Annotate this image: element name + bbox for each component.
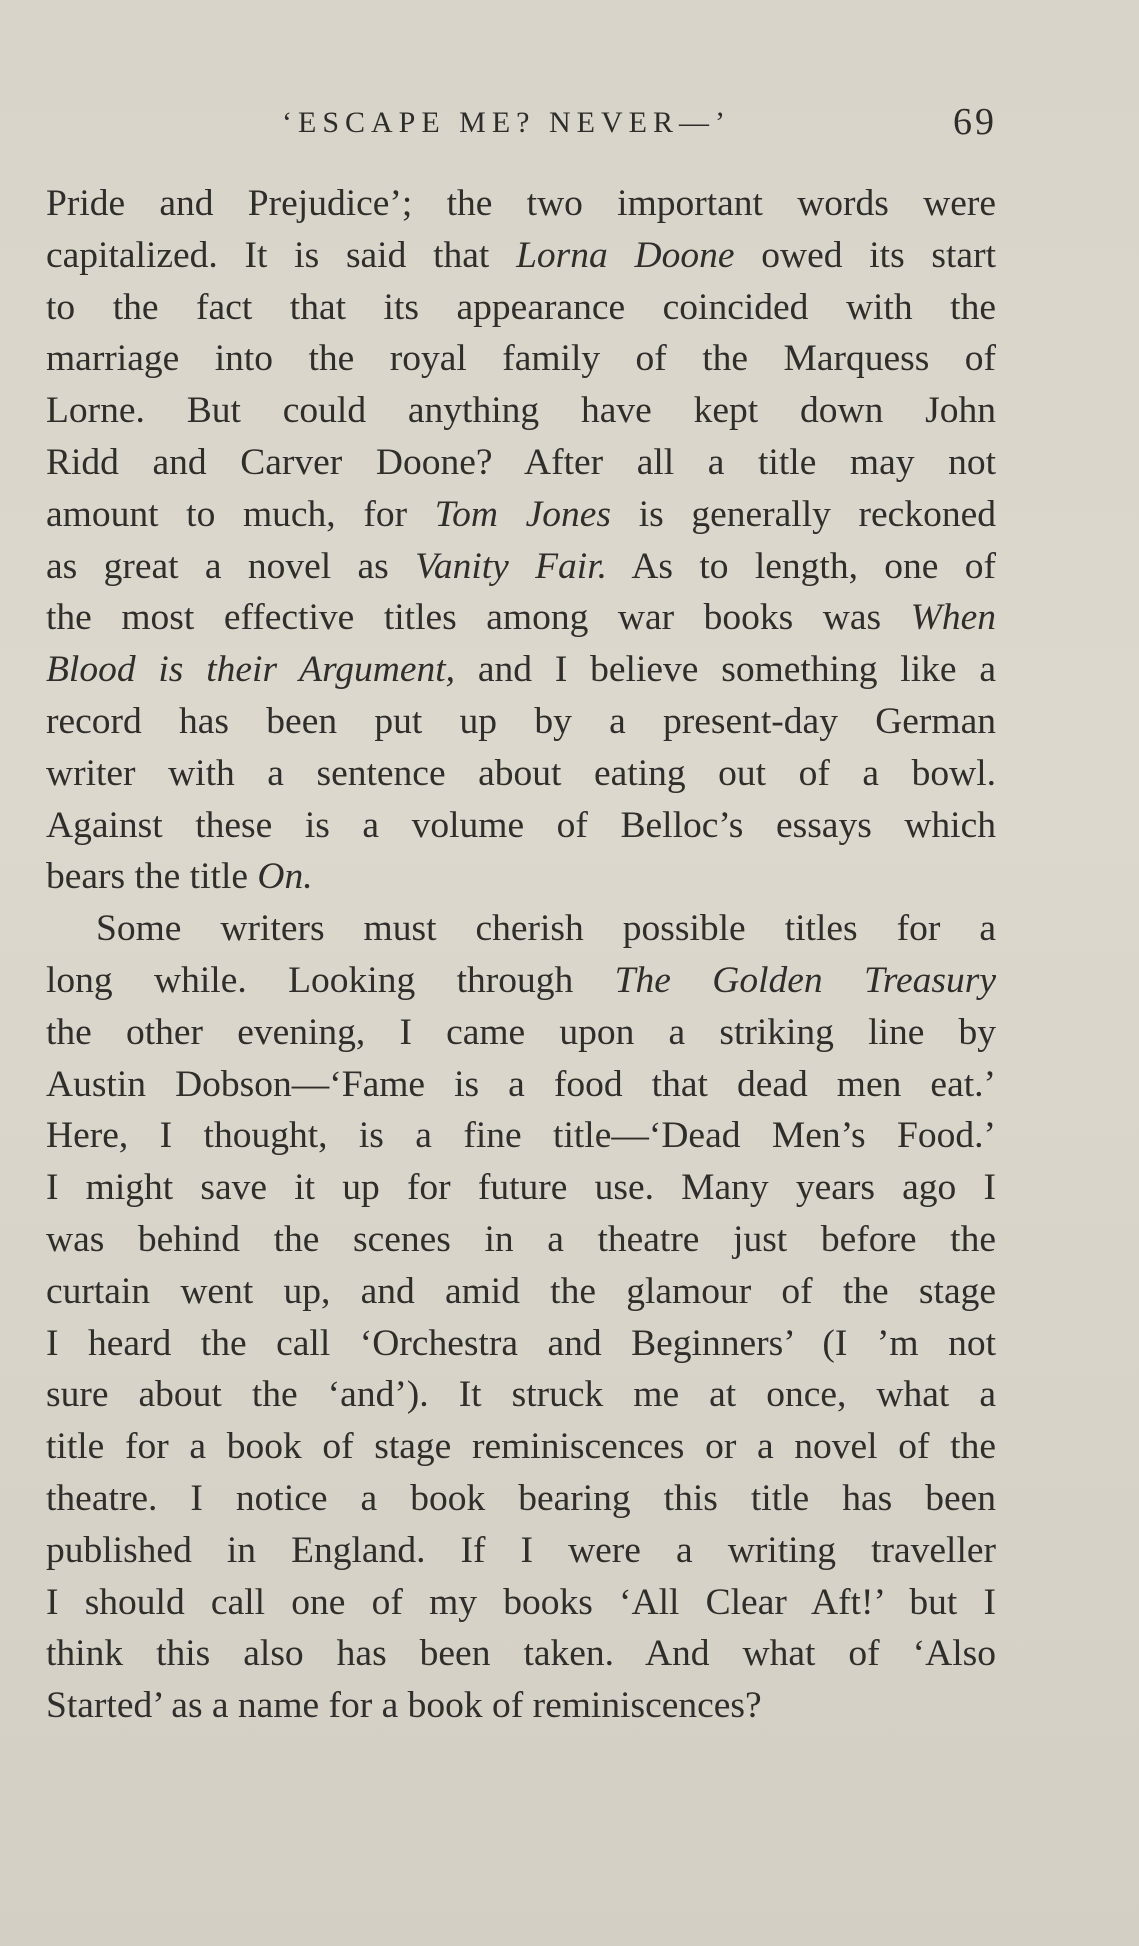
- text-run: As to length, one of: [607, 545, 997, 587]
- text-run: and I believe something like a: [455, 649, 996, 691]
- text-line: [46, 333, 996, 385]
- text-line: [46, 489, 996, 541]
- text-line: [46, 955, 996, 1007]
- text-run: bears the title: [46, 856, 258, 898]
- text-run: published in England. If I were a writing traveller: [46, 1529, 996, 1571]
- paragraph: [46, 178, 996, 903]
- italic-title: Vanity Fair.: [415, 545, 608, 587]
- text-line: [46, 541, 996, 593]
- text-line: [46, 1680, 996, 1732]
- text-line: [46, 851, 996, 903]
- text-line: [46, 644, 996, 696]
- text-line: [46, 385, 996, 437]
- text-line: [46, 230, 996, 282]
- text-run: I might save it up for future use. Many years ago I: [46, 1167, 996, 1209]
- italic-title: Tom Jones: [434, 493, 612, 535]
- text-line: [46, 1214, 996, 1266]
- text-run: owed its start: [734, 234, 996, 276]
- text-line: [46, 1007, 996, 1059]
- text-line: [46, 1369, 996, 1421]
- text-run: capitalized. It is said that: [46, 234, 517, 276]
- text-run: marriage into the royal family of the Marquess of: [46, 338, 996, 380]
- text-line: [46, 800, 996, 852]
- text-run: think this also has been taken. And what of ‘Also: [46, 1633, 996, 1675]
- text-run: I should call one of my books ‘All Clear Aft!’ but I: [46, 1581, 996, 1623]
- text-run: curtain went up, and amid the glamour of the stage: [46, 1270, 996, 1312]
- text-run: Lorne. But could anything have kept down John: [46, 390, 996, 432]
- text-run: Against these is a volume of Belloc’s essays which: [46, 804, 996, 846]
- italic-title: The Golden Treasury: [614, 959, 996, 1001]
- text-run: long while. Looking through: [46, 959, 615, 1001]
- text-line: [46, 1318, 996, 1370]
- text-run: Here, I thought, is a fine title—‘Dead Men’s Food.’: [46, 1115, 996, 1157]
- text-line: [46, 1266, 996, 1318]
- text-line: [46, 592, 996, 644]
- text-run: Some writers must cherish possible titles for a: [96, 908, 996, 950]
- italic-title: On.: [257, 856, 313, 898]
- text-line: [46, 1525, 996, 1577]
- text-run: Austin Dobson—‘Fame is a food that dead men eat.’: [46, 1063, 996, 1105]
- text-line: [46, 178, 996, 230]
- text-line: [46, 1473, 996, 1525]
- italic-title: Blood is their Argument,: [46, 649, 456, 691]
- text-run: is generally reckoned: [611, 493, 996, 535]
- text-line: [46, 903, 996, 955]
- text-run: theatre. I notice a book bearing this title has been: [46, 1477, 996, 1519]
- text-line: [46, 748, 996, 800]
- text-run: Pride and Prejudice’; the two important words were: [46, 183, 996, 224]
- text-run: the most effective titles among war books was: [46, 597, 911, 639]
- text-run: sure about the ‘and’). It struck me at once, what a: [46, 1374, 996, 1416]
- text-line: [46, 1059, 996, 1111]
- italic-title: When: [910, 597, 996, 639]
- text-line: [46, 437, 996, 489]
- paragraph: [46, 903, 996, 1732]
- text-run: Ridd and Carver Doone? After all a title may not: [46, 441, 996, 483]
- page-number: 69: [953, 101, 997, 143]
- running-head: ‘ESCAPE ME? NEVER—’: [282, 106, 731, 139]
- text-run: was behind the scenes in a theatre just before the: [46, 1218, 996, 1260]
- text-run: writer with a sentence about eating out of a bowl.: [46, 752, 996, 794]
- text-run: title for a book of stage reminiscences or a novel of the: [46, 1426, 996, 1468]
- text-line: [46, 696, 996, 748]
- text-run: as great a novel as: [46, 545, 416, 587]
- text-line: [46, 1628, 996, 1680]
- text-run: Started’ as a name for a book of reminiscences?: [46, 1685, 762, 1727]
- text-line: [46, 1110, 996, 1162]
- text-line: [46, 282, 996, 334]
- text-run: the other evening, I came upon a striking line by: [46, 1011, 996, 1053]
- text-line: [46, 1162, 996, 1214]
- text-run: I heard the call ‘Orchestra and Beginners’ (I ’m not: [46, 1322, 996, 1364]
- italic-title: Lorna Doone: [516, 234, 735, 276]
- body-text: [46, 178, 996, 1732]
- text-run: amount to much, for: [46, 493, 435, 535]
- text-run: to the fact that its appearance coincided with the: [46, 286, 996, 328]
- text-line: [46, 1577, 996, 1629]
- text-line: [46, 1421, 996, 1473]
- text-run: record has been put up by a present-day German: [46, 700, 996, 742]
